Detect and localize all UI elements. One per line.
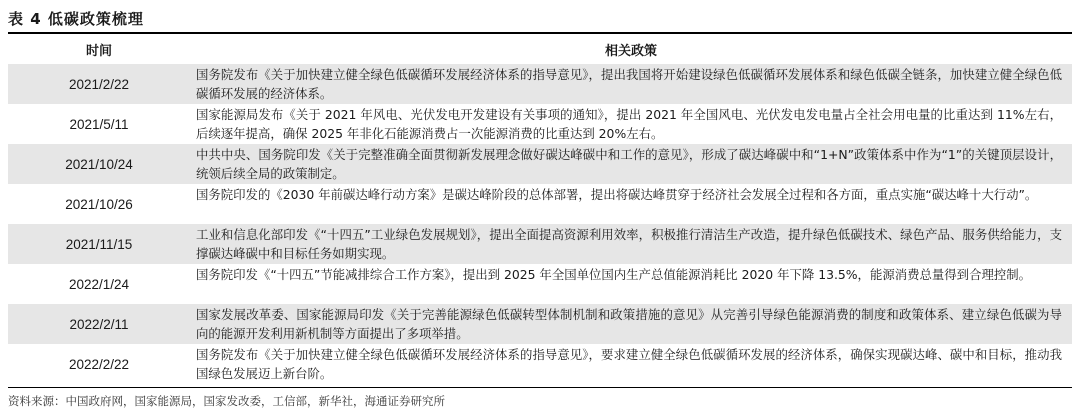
table-row [8,264,1072,304]
table-title: 表 4 低碳政策梳理 [8,10,144,28]
row-policy-text: 中共中央、国务院印发《关于完整准确全面贯彻新发展理念做好碳达峰碳中和工作的意见》，形成了碳达峰碳中和“1+N”政策体系中作为“1”的关键顶层设计，统领后续全局的政策制定。 [196,147,1062,181]
row-policy-text: 工业和信息化部印发《“十四五”工业绿色发展规划》，提出全面提高资源利用效率，积极推行清洁生产改造，提升绿色低碳技术、绿色产品、服务供给能力，支撑碳达峰碳中和目标任务如期实现。 [196,227,1062,261]
table-header [8,36,1072,62]
table-row [8,224,1072,264]
row-policy-text: 国务院发布《关于加快建立健全绿色低碳循环发展经济体系的指导意见》，要求建立健全绿色低碳循环发展的经济体系，确保实现碳达峰、碳中和目标，推动我国绿色发展迈上新台阶。 [196,347,1062,381]
table-row [8,144,1072,184]
table-row [8,304,1072,344]
table-row [8,344,1072,384]
table-bottom-rule [8,387,1072,388]
row-date: 2021/10/24 [65,156,133,172]
source-note: 资料来源：中国政府网，国家能源局，国家发改委，工信部，新华社，海通证券研究所 [8,394,445,408]
row-date: 2022/2/22 [68,356,130,372]
table-row [8,184,1072,224]
row-policy-text: 国务院发布《关于加快建立健全绿色低碳循环发展经济体系的指导意见》，提出我国将开始建设绿色低碳循环发展体系和绿色低碳全链条，加快建立健全绿色低碳循环发展的经济体系。 [196,67,1062,101]
header-policy: 相关政策 [604,44,657,59]
row-date: 2022/2/11 [69,316,129,332]
row-date: 2021/2/22 [68,76,130,92]
table-body [8,64,1072,384]
row-policy-text: 国家发展改革委、国家能源局印发《关于完善能源绿色低碳转型体制机制和政策措施的意见》从完善引导绿色能源消费的制度和政策体系、建立绿色低碳为导向的能源开发利用新机制等方面提出了多项举措。 [196,307,1062,341]
table-title-bar [8,6,1072,34]
header-time: 时间 [85,44,112,59]
row-policy-text: 国务院印发《“十四五”节能减排综合工作方案》，提出到 2025 年全国单位国内生产总值能源消耗比 2020 年下降 13.5%，能源消费总量得到合理控制。 [196,267,1032,282]
row-date: 2021/5/11 [69,116,129,132]
row-policy-text: 国家能源局发布《关于 2021 年风电、光伏发电开发建设有关事项的通知》，提出 2021 年全国风电、光伏发电发电量占全社会用电量的比重达到 11%左右，后续逐年提高，确保 2025 年非化石能源消费占一次能源消费的比重达到 20%左右。 [196,107,1062,141]
row-date: 2021/11/15 [65,236,133,252]
row-date: 2022/1/24 [68,276,130,292]
row-date: 2021/10/26 [65,196,133,212]
table-row [8,104,1072,144]
row-policy-text: 国务院印发的《2030 年前碳达峰行动方案》是碳达峰阶段的总体部署，提出将碳达峰贯穿于经济社会发展全过程和各方面，重点实施“碳达峰十大行动”。 [196,187,1038,202]
table-row [8,64,1072,104]
